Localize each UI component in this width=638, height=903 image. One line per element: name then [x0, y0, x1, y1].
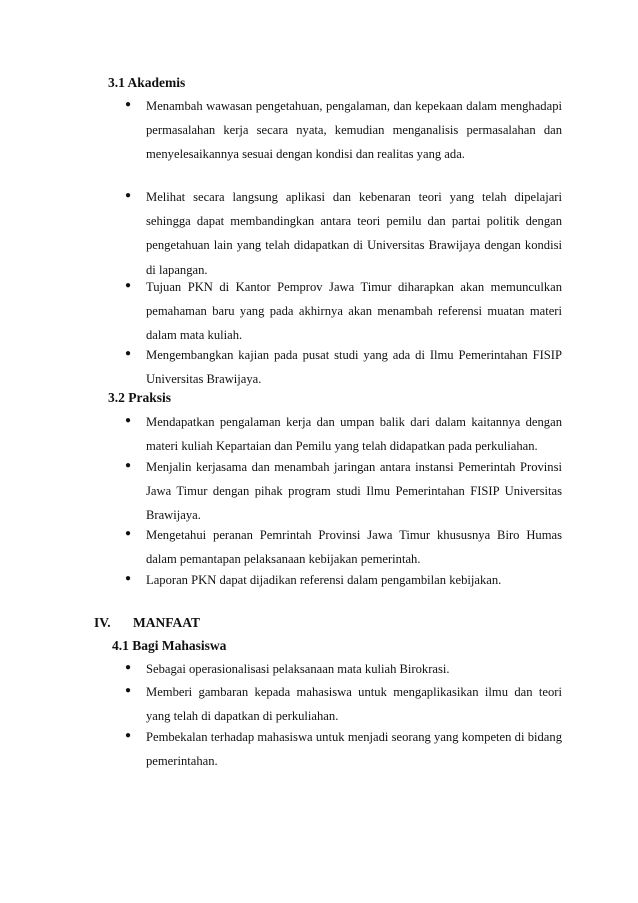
bullet-icon: ● [125, 685, 132, 696]
list-item: Menjalin kerjasama dan menambah jaringan antara instansi Pemerintah Provinsi Jawa Timur dengan pihak program studi Ilmu Pemerintahan FISIP Universitas Brawijaya. [146, 460, 562, 523]
bullet-icon: ● [125, 280, 132, 291]
bullet-icon: ● [125, 662, 132, 673]
bullet-icon: ● [125, 528, 132, 539]
list-item: Mengembangkan kajian pada pusat studi yang ada di Ilmu Pemerintahan FISIP Universitas Brawijaya. [146, 348, 562, 387]
list-item: Mendapatkan pengalaman kerja dan umpan balik dari dalam kaitannya dengan materi kuliah Kepartaian dan Pemilu yang telah didapatkan pada perkuliahan. [146, 415, 562, 454]
list-item: Melihat secara langsung aplikasi dan kebenaran teori yang telah dipelajari sehingga dapat membandingkan antara teori pemilu dan partai politik dengan pengetahuan lain yang telah didapatkan di Universitas Brawijaya dengan kondisi di lapangan. [146, 190, 562, 277]
bullet-icon: ● [125, 573, 132, 584]
list-item: Tujuan PKN di Kantor Pemprov Jawa Timur diharapkan akan memunculkan pemahaman baru yang pada akhirnya akan menambah referensi muatan materi dalam mata kuliah. [146, 280, 562, 343]
bullet-icon: ● [125, 348, 132, 359]
list-item: Mengetahui peranan Pemrintah Provinsi Jawa Timur khususnya Biro Humas dalam pemantapan pelaksanaan kebijakan pemerintah. [146, 528, 562, 567]
section-title: MANFAAT [133, 615, 200, 630]
bullet-icon: ● [125, 415, 132, 426]
subheading-4-1: 4.1 Bagi Mahasiswa [112, 638, 227, 653]
subheading-3-1: 3.1 Akademis [108, 75, 186, 90]
section-numeral: IV. [94, 615, 111, 630]
bullet-icon: ● [125, 460, 132, 471]
bullet-icon: ● [125, 99, 132, 110]
bullet-icon: ● [125, 190, 132, 201]
subheading-3-2: 3.2 Praksis [108, 390, 172, 405]
list-item: Laporan PKN dapat dijadikan referensi dalam pengambilan kebijakan. [146, 573, 502, 587]
list-item: Pembekalan terhadap mahasiswa untuk menjadi seorang yang kompeten di bidang pemerintahan. [146, 730, 562, 769]
bullet-icon: ● [125, 730, 132, 741]
list-item: Sebagai operasionalisasi pelaksanaan mata kuliah Birokrasi. [146, 662, 450, 676]
list-item: Memberi gambaran kepada mahasiswa untuk mengaplikasikan ilmu dan teori yang telah di dapatkan di perkuliahan. [146, 685, 562, 724]
list-item: Menambah wawasan pengetahuan, pengalaman, dan kepekaan dalam menghadapi permasalahan kerja secara nyata, kemudian menganalisis permasalahan dan menyelesaikannya sesuai dengan kondisi dan realitas yang ada. [146, 99, 562, 162]
